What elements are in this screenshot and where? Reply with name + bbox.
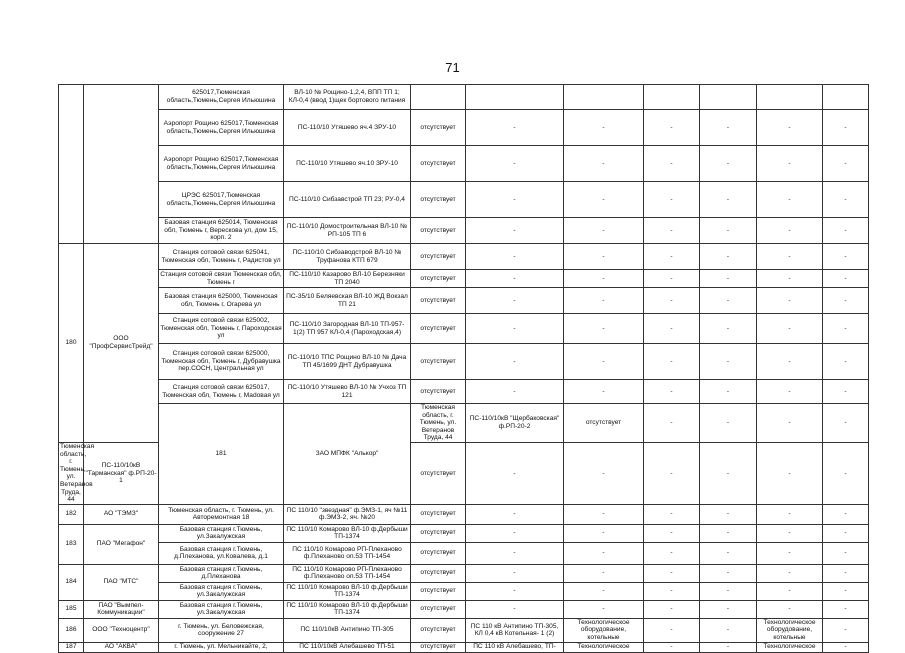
table-body <box>59 85 869 653</box>
table-cell: - <box>823 146 869 182</box>
table-cell: 187 <box>59 642 84 652</box>
table-cell <box>59 85 84 244</box>
table-cell: АО "АКВА" <box>84 642 159 652</box>
table-cell: - <box>466 504 564 524</box>
table-cell: ПС 110/10 Комарово РП-Плеханово ф.Плеханово оп.53 ТП-1454 <box>284 542 411 564</box>
table-cell: - <box>823 582 869 600</box>
table-cell: - <box>757 380 823 404</box>
table-cell: - <box>466 442 564 504</box>
table-cell: - <box>466 146 564 182</box>
table-cell: - <box>564 288 644 314</box>
table-cell: - <box>564 344 644 380</box>
table-cell: - <box>823 270 869 288</box>
table-cell: Станция сотовой связи Тюменская обл, Тюмень г <box>160 270 282 286</box>
table-cell: ПС-110/10 Домостроительная ВЛ-10 № РП-105 ТП 6 <box>284 218 411 244</box>
table-cell <box>700 85 757 110</box>
table-cell: - <box>757 600 823 618</box>
table-cell: - <box>700 288 757 314</box>
table-cell: ПС-110/10 Сибзавстрой ТП 23; РУ-0,4 <box>284 182 411 218</box>
table-cell: отсутствует <box>411 380 466 404</box>
table-cell: отсутствует <box>411 110 466 146</box>
table-cell: Станция сотовой связи 625000, Тюменская обл, Тюмень г, Дубравушка пер.СОСН, Центральная ул <box>159 344 284 380</box>
table-cell: отсутствует <box>564 404 644 443</box>
table-cell: - <box>644 442 700 504</box>
table-row <box>59 618 869 642</box>
table-row <box>59 380 869 404</box>
table-cell: ПС-110/10кВ "Тарманская" ф.РП-20-1 <box>84 442 159 504</box>
table-cell: ЦРЭС 625017,Тюменская область,Тюмень,Сергея Ильюшина <box>159 182 284 218</box>
table-cell: - <box>564 182 644 218</box>
table-cell: Аэропорт Рощино 625017,Тюменская область,Тюмень,Сергея Ильюшина <box>159 110 284 146</box>
table-cell: - <box>564 524 644 542</box>
table-cell: - <box>466 244 564 270</box>
table-cell: - <box>644 380 700 404</box>
table-cell: Технологическое <box>564 642 644 652</box>
table-cell: Базовая станция г.Тюмень, д.Плеханова, ул.Ковалева, д.1 <box>159 542 284 564</box>
table-cell: Станция сотовой связи 625017, Тюменская обл, Тюмень г, Маdовая ул <box>159 380 284 404</box>
table-cell: - <box>823 344 869 380</box>
table-cell: отсутствует <box>411 524 466 542</box>
table-cell: - <box>757 182 823 218</box>
table-row <box>59 110 869 146</box>
table-cell: - <box>757 524 823 542</box>
table-cell: Тюменская область, г. Тюмень, ул. Ветеранов Труда, 44 <box>411 404 466 443</box>
table-cell: - <box>757 146 823 182</box>
table-cell: - <box>564 146 644 182</box>
table-cell: - <box>700 564 757 582</box>
table-cell: Технологическое оборудование, котельные <box>564 618 644 642</box>
table-cell: ПС 110/10кВ Антипино ТП-305 <box>284 618 411 642</box>
table-cell: ПС 110/10 Комарово ВЛ-10 ф.Дербыши ТП-1374 <box>284 582 411 600</box>
table-cell: отсутствует <box>411 218 466 244</box>
table-cell: - <box>700 442 757 504</box>
table-row <box>59 564 869 582</box>
table-cell: - <box>700 380 757 404</box>
table-cell: - <box>564 582 644 600</box>
table-cell: - <box>757 314 823 344</box>
table-cell: - <box>757 270 823 288</box>
table-cell: ПС 110/10кВ Алебашево ТП-51 <box>284 642 411 652</box>
table-cell: - <box>700 618 757 642</box>
table-cell: - <box>644 270 700 288</box>
table-cell: - <box>823 182 869 218</box>
table-cell: - <box>644 146 700 182</box>
table-cell: - <box>466 270 564 288</box>
table-cell: ПАО "Вымпел-Коммуникации" <box>84 600 159 618</box>
table-cell: Станция сотовой связи 625041, Тюменская обл, Тюмень г, Радистов ул <box>159 244 284 270</box>
table-cell: ПАО "МТС" <box>84 564 159 600</box>
table-cell: ПС 110 кВ Алебашево, ТП- <box>466 642 564 652</box>
table-cell: ПС-110/10 Утяшево ВЛ-10 № Учхоз ТП 121 <box>284 380 411 404</box>
table-cell: отсутствует <box>411 182 466 218</box>
table-cell: ПС-110/10кВ "Щербаковская" ф.РП-20-2 <box>466 404 564 443</box>
table-cell: - <box>644 542 700 564</box>
table-cell: отсутствует <box>411 564 466 582</box>
table-row <box>59 85 869 110</box>
table-cell: - <box>757 564 823 582</box>
table-cell: - <box>757 504 823 524</box>
table-row <box>59 344 869 380</box>
table-cell: отсутствует <box>411 270 466 288</box>
table-cell: Базовая станция г.Тюмень, ул.Закалужская <box>159 582 284 600</box>
table-cell: - <box>700 244 757 270</box>
table-cell: - <box>466 380 564 404</box>
table-cell <box>411 85 466 110</box>
table-cell: Базовая станция г.Тюмень, д.Плеханова <box>159 564 284 582</box>
table-cell: отсутствует <box>411 600 466 618</box>
table-cell: отсутствует <box>411 442 466 504</box>
table-cell: - <box>564 380 644 404</box>
table-cell: г. Тюмень, ул. Беловежская, сооружение 27 <box>159 618 284 642</box>
table-cell: отсутствует <box>411 288 466 314</box>
table-cell <box>757 85 823 110</box>
table-cell: - <box>823 524 869 542</box>
table-row <box>59 600 869 618</box>
table-cell: - <box>644 642 700 652</box>
table-cell: - <box>644 504 700 524</box>
table-cell: - <box>466 524 564 542</box>
table-cell: ПС-110/10 Казарово ВЛ-10 Березняки ТП 2040 <box>284 270 411 288</box>
table-cell <box>644 85 700 110</box>
table-cell: - <box>644 600 700 618</box>
table-cell: ПС-110/10 Утяшево яч.4 ЗРУ-10 <box>284 110 411 146</box>
table-cell <box>466 85 564 110</box>
table-cell: Технологическое <box>757 642 823 652</box>
table-cell: - <box>644 404 700 443</box>
table-cell: - <box>700 314 757 344</box>
table-row <box>59 314 869 344</box>
table-cell: ПС-110/10 Загородная ВЛ-10 ТП-957-1(2) ТП 957 КЛ-0,4 (Пароходская,4) <box>284 314 411 344</box>
table-cell: отсутствует <box>411 504 466 524</box>
table-cell: - <box>466 110 564 146</box>
table-cell: 182 <box>59 504 84 524</box>
table-cell: Технологическое оборудование, котельные <box>757 618 823 642</box>
table-cell: - <box>757 288 823 314</box>
table-cell: - <box>644 218 700 244</box>
table-cell: ПС-110/10 Сибзаводстрой ВЛ-10 № Труфанова КТП 679 <box>284 244 411 270</box>
table-cell: ПС 110/10 "звездная" ф.ЭМЗ-1, яч №11 ф.ЭМЗ-2, яч. №20 <box>284 504 411 524</box>
table-row <box>59 288 869 314</box>
table-row <box>59 244 869 270</box>
table-cell: - <box>700 218 757 244</box>
table-cell: - <box>564 110 644 146</box>
table-cell: - <box>823 642 869 652</box>
table-cell: Базовая станция 625014, Тюменская обл, Тюмень г, Верескова ул, дом 15, корп. 2 <box>159 218 284 244</box>
table-row <box>59 642 869 652</box>
table-cell: - <box>466 344 564 380</box>
table-cell: АО "ТЭМЗ" <box>84 504 159 524</box>
table-row <box>59 270 869 288</box>
table-cell: 185 <box>59 600 84 618</box>
table-cell: ООО "Техноцентр" <box>84 618 159 642</box>
table-row <box>59 504 869 524</box>
table-cell: - <box>757 344 823 380</box>
table-cell: отсутствует <box>411 582 466 600</box>
table-cell: отсутствует <box>411 642 466 652</box>
table-cell: - <box>644 110 700 146</box>
table-cell: - <box>466 288 564 314</box>
table-row <box>59 218 869 244</box>
table-cell: Аэропорт Рощино 625017,Тюменская область,Тюмень,Сергея Ильюшина <box>159 146 284 182</box>
table-cell: 180 <box>59 244 84 443</box>
table-cell: отсутствует <box>411 146 466 182</box>
table-cell: - <box>823 380 869 404</box>
table-cell: ООО "ПрофСервисТрейд" <box>84 244 159 443</box>
table-cell: ПС 110 кВ Антипино ТП-305, КЛ 0,4 кВ Котельная- 1 (2) <box>466 618 564 642</box>
table-cell: Тюменская область, г. Тюмень, ул. Ветеранов Труда, 44 <box>60 442 95 504</box>
table-cell: ЗАО МПФК "Алькор" <box>284 404 411 505</box>
table-cell: - <box>700 270 757 288</box>
table-cell: - <box>757 582 823 600</box>
table-cell: Тюменская область, г. Тюмень, ул. Авторемонтная 18 <box>159 504 284 524</box>
table-cell: Базовая станция г.Тюмень, ул.Закалужская <box>159 600 284 618</box>
table-cell: - <box>466 582 564 600</box>
table-cell: ПАО "Мегафон" <box>84 524 159 564</box>
table-cell: ПС-35/10 Беляевская ВЛ-10 ЖД Вокзал ТП 21 <box>284 288 411 314</box>
table-cell: - <box>700 344 757 380</box>
table-cell: - <box>466 564 564 582</box>
table-cell: 183 <box>59 524 84 564</box>
table-cell: - <box>466 542 564 564</box>
table-cell: - <box>644 314 700 344</box>
table-cell: - <box>757 404 823 443</box>
table-cell: - <box>644 344 700 380</box>
table-cell: - <box>644 582 700 600</box>
table-row <box>59 146 869 182</box>
table-cell: - <box>823 542 869 564</box>
table-cell: - <box>700 642 757 652</box>
table-cell: - <box>700 582 757 600</box>
table-cell: - <box>564 218 644 244</box>
table-cell: - <box>823 600 869 618</box>
table-cell: - <box>644 524 700 542</box>
table-cell: Станция сотовой связи 625002, Тюменская обл, Тюмень г, Пароходская ул <box>159 314 284 344</box>
table-cell: - <box>466 314 564 344</box>
table-cell: ПС 110/10 Комарово ВЛ-10 ф.Дербыши ТП-1374 <box>284 524 411 542</box>
page-number: 71 <box>445 60 460 75</box>
table-cell: - <box>644 288 700 314</box>
table-cell: - <box>823 442 869 504</box>
table-cell: - <box>823 564 869 582</box>
table-cell: - <box>823 110 869 146</box>
table-cell: - <box>823 288 869 314</box>
table-cell: 625017,Тюменская область,Тюмень,Сергея Ильюшина <box>159 85 284 110</box>
table-cell: - <box>757 244 823 270</box>
table-cell: - <box>564 600 644 618</box>
table-cell: 186 <box>59 618 84 642</box>
table-cell: г. Тюмень, ул. Мельникайте, 2, <box>159 642 284 652</box>
table-row <box>59 524 869 542</box>
table-cell: 184 <box>59 564 84 600</box>
table-cell: - <box>564 270 644 288</box>
table-cell: - <box>466 600 564 618</box>
table-cell: - <box>700 542 757 564</box>
data-table <box>58 84 869 653</box>
table-cell: - <box>644 618 700 642</box>
table-cell: - <box>823 218 869 244</box>
table-cell: - <box>757 442 823 504</box>
table-cell: Базовая станция г.Тюмень, ул.Закалужская <box>159 524 284 542</box>
table-cell: - <box>700 600 757 618</box>
table-cell: - <box>564 564 644 582</box>
table-cell: ПС 110/10 Комарово ВЛ-10 ф.Дербыши ТП-1374 <box>284 600 411 618</box>
table-cell: - <box>700 146 757 182</box>
table-row <box>59 582 869 600</box>
table-row <box>59 542 869 564</box>
table-cell: отсутствует <box>411 314 466 344</box>
table-cell: ПС-110/10 ТПС Рощино ВЛ-10 № Дача ТП 45/1699 ДНТ Дубравушка <box>284 344 411 380</box>
table-cell: - <box>757 218 823 244</box>
table-cell: - <box>644 182 700 218</box>
table-cell: - <box>823 504 869 524</box>
table-cell: отсутствует <box>411 344 466 380</box>
table-cell: - <box>757 110 823 146</box>
table-cell: - <box>564 442 644 504</box>
table-cell: отсутствует <box>411 244 466 270</box>
table-cell: отсутствует <box>411 542 466 564</box>
table-cell <box>823 85 869 110</box>
table-cell: - <box>564 314 644 344</box>
table-cell: Базовая станция 625000, Тюменская обл, Тюмень г, Огарева ул <box>159 288 284 314</box>
table-cell <box>564 85 644 110</box>
table-cell: отсутствует <box>411 618 466 642</box>
table-cell: ПС-110/10 Утяшево яч.10 ЗРУ-10 <box>284 146 411 182</box>
table-cell <box>84 85 159 244</box>
table-cell: - <box>564 504 644 524</box>
table-cell: - <box>757 542 823 564</box>
table-cell: - <box>700 182 757 218</box>
table-cell: - <box>700 504 757 524</box>
table-cell: - <box>564 542 644 564</box>
table-cell: - <box>564 244 644 270</box>
table-cell: - <box>644 564 700 582</box>
table-cell: - <box>466 182 564 218</box>
table-cell: - <box>644 244 700 270</box>
table-cell: 181 <box>159 404 284 505</box>
table-cell: - <box>700 524 757 542</box>
table-cell: - <box>466 218 564 244</box>
table-cell: - <box>823 314 869 344</box>
table-cell: - <box>823 244 869 270</box>
table-row <box>59 404 869 443</box>
table-cell: - <box>700 404 757 443</box>
table-cell: - <box>823 618 869 642</box>
table-cell: - <box>823 404 869 443</box>
table-cell: - <box>700 110 757 146</box>
table-cell: ПС 110/10 Комарово РП-Плеханово ф.Плеханово оп.53 ТП-1454 <box>284 564 411 582</box>
table-cell: ВЛ-10 № Рощино-1,2,4, ВПП ТП 1; КЛ-0,4 (ввод 1)щек бортового питания <box>284 85 411 110</box>
table-row <box>59 182 869 218</box>
